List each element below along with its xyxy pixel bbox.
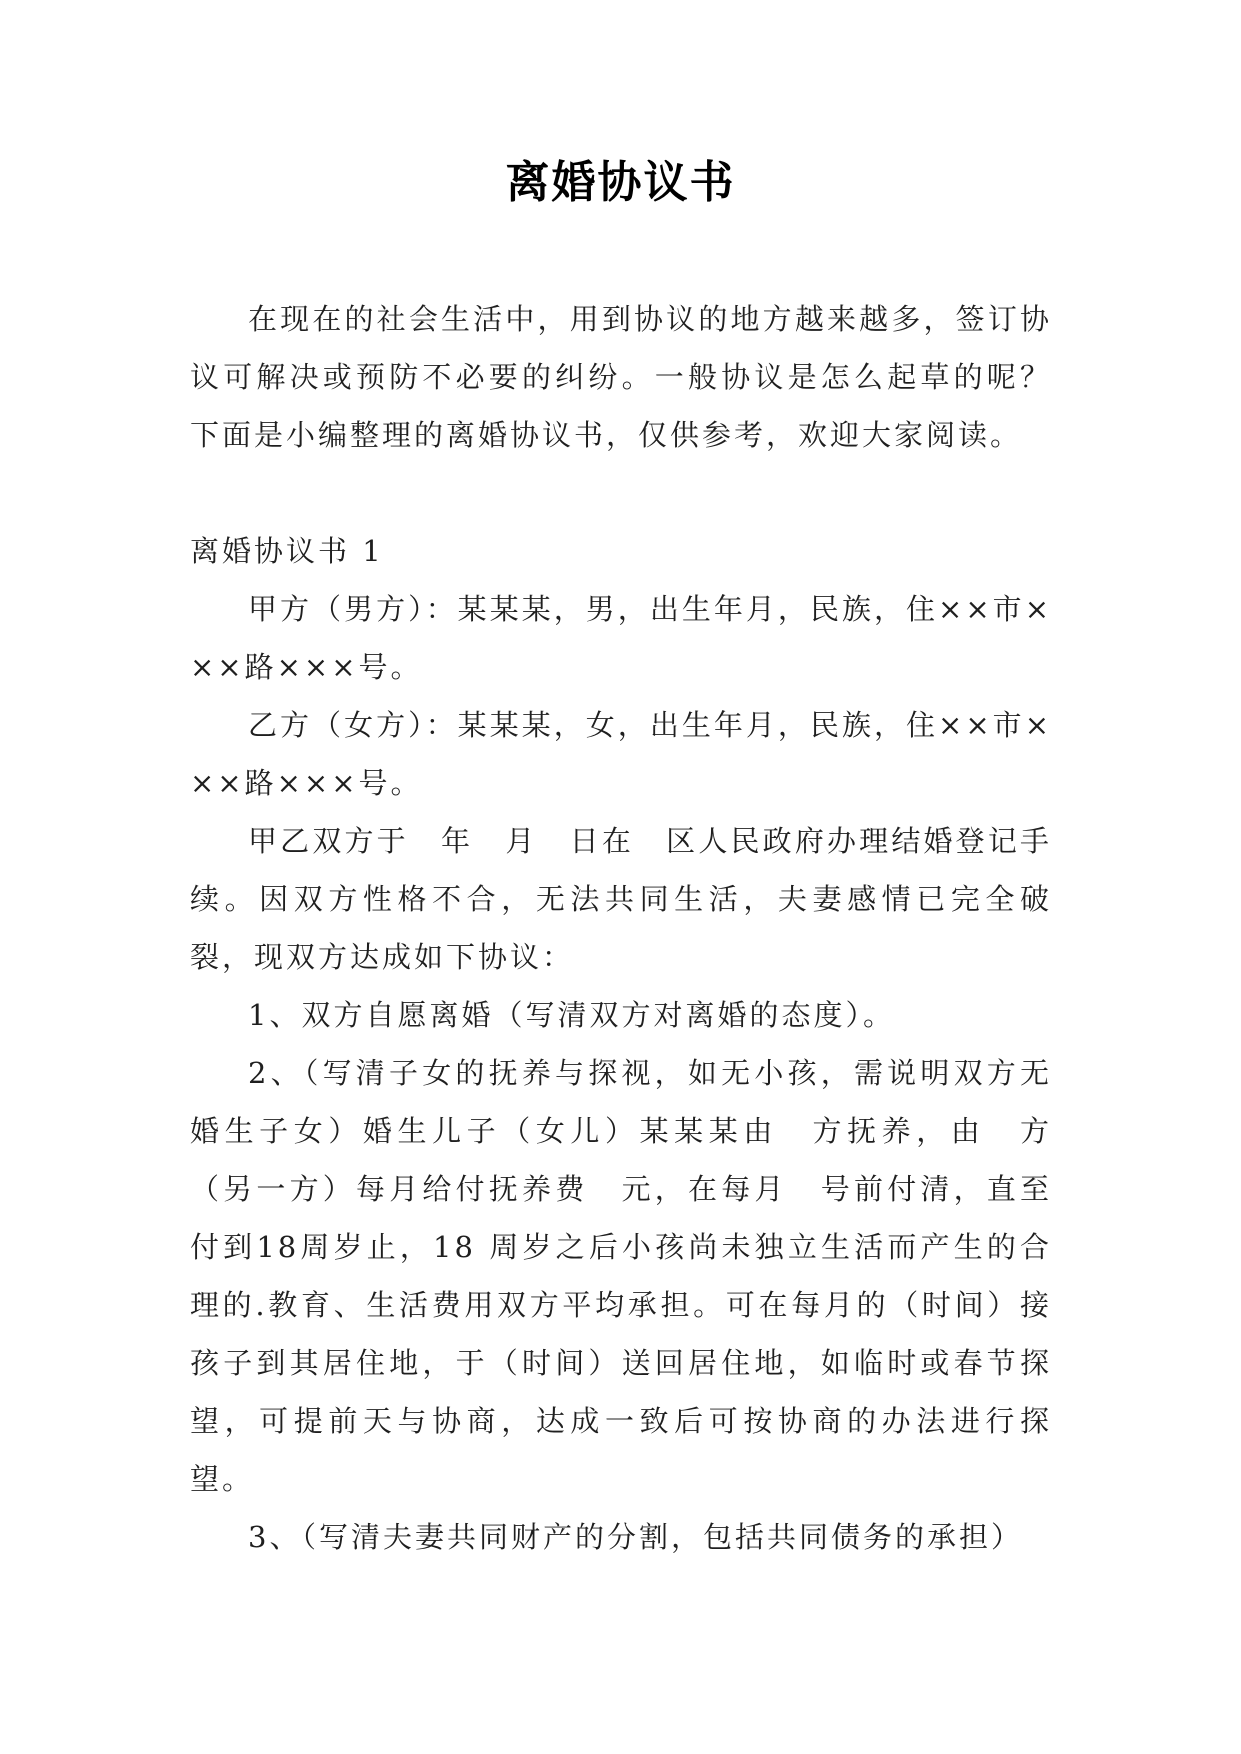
document-body <box>190 290 1052 1566</box>
clause-2-paragraph: 2、（写清子女的抚养与探视，如无小孩，需说明双方无婚生子女）婚生儿子（女儿）某某某由 方抚养，由 方（另一方）每月给付抚养费 元，在每月 号前付清，直至付到18周岁止，18 周岁之后小孩尚未独立生活而产生的合理的.教育、生活费用双方平均承担。可在每月的（时间）接孩子到其居住地，于（时间）送回居住地，如临时或春节探望，可提前天与协商，达成一致后可按协商的办法进行探望。 <box>190 1056 1052 1496</box>
clause-3-paragraph: 3、（写清夫妻共同财产的分割，包括共同债务的承担） <box>248 1520 1023 1554</box>
marriage-statement-paragraph: 甲乙双方于 年 月 日在 区人民政府办理结婚登记手续。因双方性格不合，无法共同生活，夫妻感情已完全破裂，现双方达成如下协议： <box>190 824 1052 974</box>
intro-paragraph: 在现在的社会生活中，用到协议的地方越来越多，签订协议可解决或预防不必要的纠纷。一般协议是怎么起草的呢？下面是小编整理的离婚协议书，仅供参考，欢迎大家阅读。 <box>190 302 1052 452</box>
clause-1-paragraph: 1、双方自愿离婚（写清双方对离婚的态度）。 <box>248 998 895 1032</box>
section-heading: 离婚协议书 1 <box>190 534 384 568</box>
party-a-paragraph: 甲方（男方）：某某某，男，出生年月，民族，住××市×××路×××号。 <box>190 592 1052 684</box>
party-b-paragraph: 乙方（女方）：某某某，女，出生年月，民族，住××市×××路×××号。 <box>190 708 1052 800</box>
document-title: 离婚协议书 <box>505 157 736 208</box>
